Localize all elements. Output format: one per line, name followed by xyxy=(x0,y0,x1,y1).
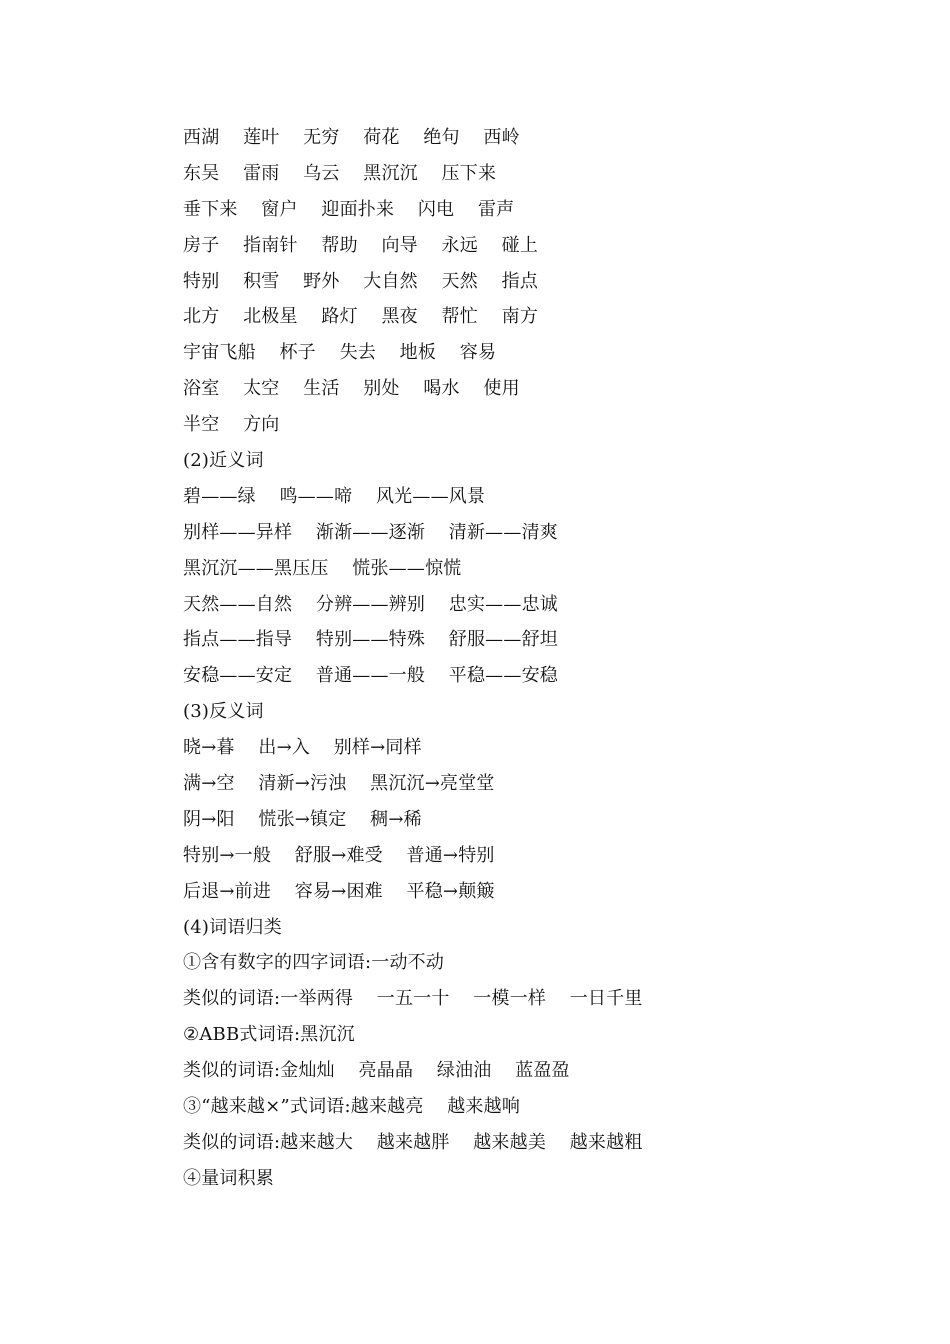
similar-words-line: 类似的词语:一举两得 一五一十 一模一样 一日千里 xyxy=(183,988,643,1010)
antonym-line: 满→空 清新→污浊 黑沉沉→亮堂堂 xyxy=(183,773,495,795)
word-line: 半空 方向 xyxy=(183,414,280,436)
word-line: 房子 指南针 帮助 向导 永远 碰上 xyxy=(183,234,539,256)
antonym-line: 特别→一般 舒服→难受 普通→特别 xyxy=(183,844,495,866)
similar-words-line: 类似的词语:金灿灿 亮晶晶 绿油油 蓝盈盈 xyxy=(183,1060,570,1082)
similar-words-line: 类似的词语:越来越大 越来越胖 越来越美 越来越粗 xyxy=(183,1131,643,1153)
section-heading-classification: (4)词语归类 xyxy=(183,916,282,938)
classification-item: ①含有数字的四字词语:一动不动 xyxy=(183,952,445,974)
word-line: 宇宙飞船 杯子 失去 地板 容易 xyxy=(183,342,497,364)
word-line: 西湖 莲叶 无穷 荷花 绝句 西岭 xyxy=(183,127,520,148)
word-line: 浴室 太空 生活 别处 喝水 使用 xyxy=(183,378,520,400)
text-block xyxy=(183,120,643,1197)
antonym-line: 阴→阳 慌张→镇定 稠→稀 xyxy=(183,808,422,830)
classification-item: ③“越来越×”式词语:越来越亮 越来越响 xyxy=(183,1096,521,1118)
word-line: 东吴 雷雨 乌云 黑沉沉 压下来 xyxy=(183,162,497,184)
classification-item: ②ABB式词语:黑沉沉 xyxy=(183,1024,355,1046)
synonym-line: 安稳——安定 普通——一般 平稳——安稳 xyxy=(183,665,558,687)
section-heading-synonyms: (2)近义词 xyxy=(183,450,264,472)
word-line: 特别 积雪 野外 大自然 天然 指点 xyxy=(183,270,539,292)
antonym-line: 晓→暮 出→入 别样→同样 xyxy=(183,737,422,759)
synonym-line: 黑沉沉——黑压压 慌张——惊慌 xyxy=(183,557,462,579)
synonym-line: 天然——自然 分辨——辨别 忠实——忠诚 xyxy=(183,593,558,615)
word-line: 垂下来 窗户 迎面扑来 闪电 雷声 xyxy=(183,198,515,220)
antonym-line: 后退→前进 容易→困难 平稳→颠簸 xyxy=(183,880,495,902)
synonym-line: 别样——异样 渐渐——逐渐 清新——清爽 xyxy=(183,521,558,543)
synonym-line: 指点——指导 特别——特殊 舒服——舒坦 xyxy=(183,629,558,651)
section-heading-antonyms: (3)反义词 xyxy=(183,701,264,723)
word-line: 北方 北极星 路灯 黑夜 帮忙 南方 xyxy=(183,306,539,328)
synonym-line: 碧——绿 鸣——啼 风光——风景 xyxy=(183,485,486,507)
classification-item: ④量词积累 xyxy=(183,1167,274,1189)
